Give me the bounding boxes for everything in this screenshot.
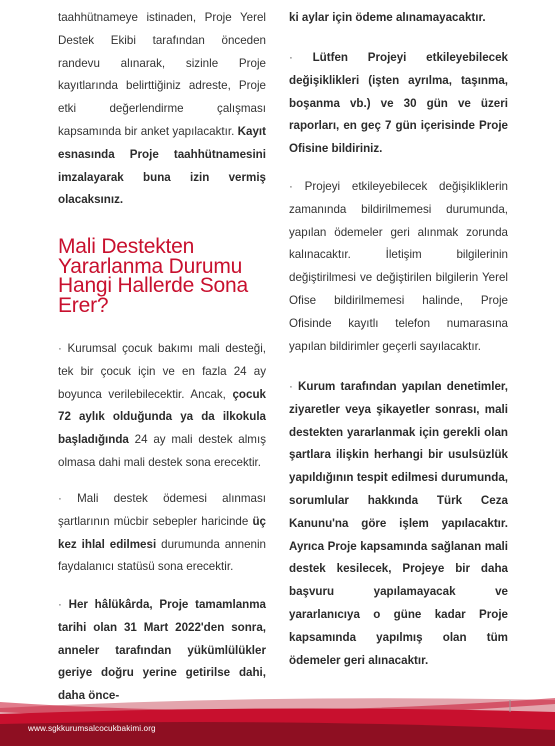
paragraph-continuation: ki aylar için ödeme alınamayacaktır. xyxy=(289,11,486,24)
intro-text: taahhütnameye istinaden, Proje Yerel Destek Ekibi tarafından önceden randevu alınarak, sizinle Proje kayıtlarında belirttiğiniz adreste, Proje etki değerlendirme çalışması kapsamında bir anket yapılacaktır. xyxy=(58,11,266,138)
bullet-marker: · xyxy=(58,342,62,355)
bullet-marker: · xyxy=(58,598,62,611)
section-heading: Mali Destekten Yararlanma Durumu Hangi Hallerde Sona Erer? xyxy=(58,235,248,317)
paragraph-report-changes: · Lütfen Projeyi etkileyebilecek değişiklikleri (işten ayrılma, taşınma, boşanma vb.) ve 30 gün ve üzeri raporları, en geç 7 gün içerisinde Proje Ofisine bildiriniz. xyxy=(289,51,508,156)
bullet-marker: · xyxy=(58,492,62,505)
intro-paragraph xyxy=(58,7,266,212)
paragraph-late-notification: · Projeyi etkileyebilecek değişikliklerin zamanında bildirilmemesi durumunda, yapılan ödemeler geri alınmak zorunda kalınacaktır. İletişim bilgilerinin değiştirilmesi ve değiştirilen bilgilerin Yerel Ofise bildirilmemesi halinde, Proje Ofisinde kayıtlı telefon numarasına yapılan bildirimler geçerli sayılacaktır. xyxy=(289,180,508,353)
bullet-marker: · xyxy=(289,180,293,193)
paragraph-violation: · Mali destek ödemesi alınması şartlarının mücbir sebepler haricinde üç kez ihlal edilmesi durumunda annenin faydalanıcı statüsü sona erecektir. xyxy=(58,492,266,574)
paragraph-project-end: · Her hâlükârda, Proje tamamlanma tarihi olan 31 Mart 2022'den sonra, anneler tarafından yükümlülükler geriye doğru yerine getirilse dahi, daha önce- xyxy=(58,598,266,703)
footer-website-link[interactable]: www.sgkkurumsalcocukbakimi.org xyxy=(28,724,156,733)
bullet-marker: · xyxy=(289,380,293,393)
paragraph-audit: · Kurum tarafından yapılan denetimler, ziyaretler veya şikayetler sonrası, mali destekten yararlanmak için gerekli olan şartlara ilişkin herhangi bir usulsüzlük yapıldığının tespit edilmesi durumunda, sorumlular hakkında Türk Ceza Kanunu'na göre işlem yapılacaktır. Ayrıca Proje kapsamında sağlanan mali destek kesilecek, Projeye bir daha başvuru yapılamayacak ve yararlanıcıya o güne kadar Proje kapsamında yapılmış olan tüm ödemeler geri alınacaktır. xyxy=(289,380,508,667)
intro-bold-text: Kayıt esnasında Proje taahhütnamesini imzalayarak buna izin vermiş olacaksınız. xyxy=(58,124,266,207)
paragraph-support-duration: · Kurumsal çocuk bakımı mali desteği, tek bir çocuk için ve en fazla 24 ay boyunca verilebilecektir. Ancak, çocuk 72 aylık olduğunda ya da ilkokula başladığında 24 ay mali destek almış olmasa dahi mali destek sona erecektir. xyxy=(58,342,266,469)
bullet-marker: · xyxy=(289,51,293,64)
footer-swoosh-decoration xyxy=(0,660,555,746)
